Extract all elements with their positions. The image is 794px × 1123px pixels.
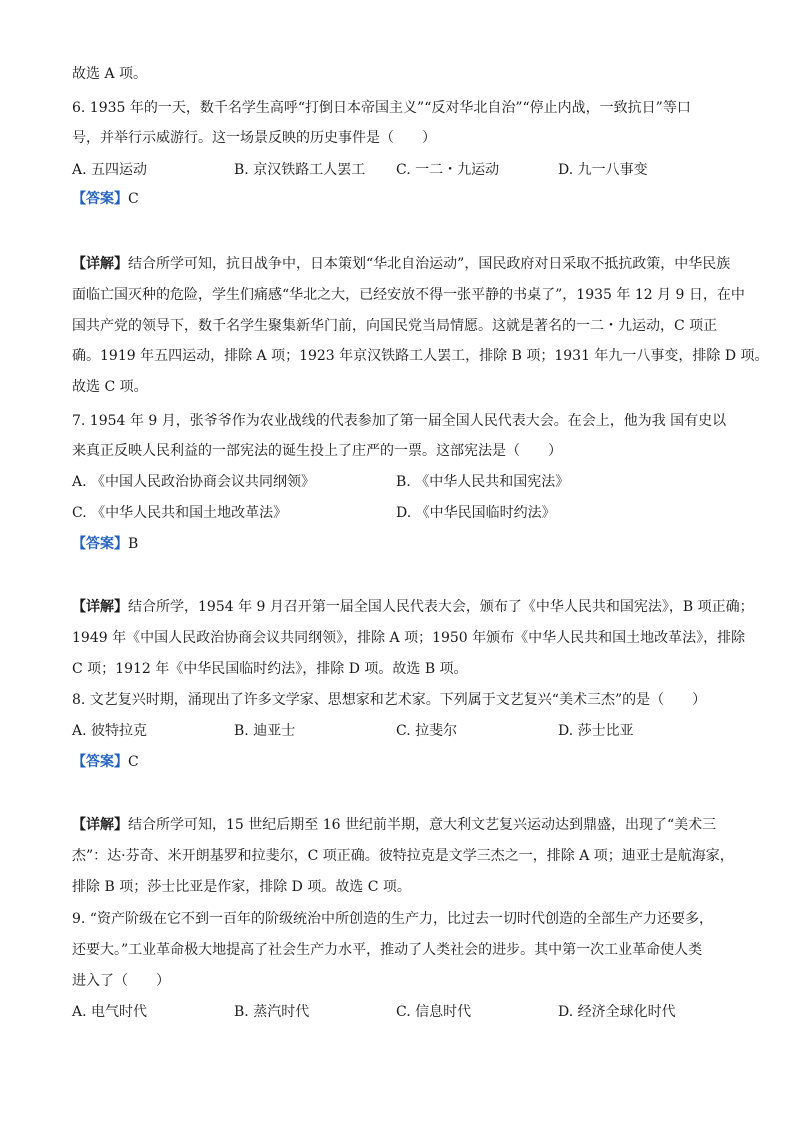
q9-option-b: B. 蒸汽时代 (234, 1004, 310, 1020)
q8-detail-line-2: 杰”：达·芬奇、米开朗基罗和拉斐尔，C 项正确。彼特拉克是文学三杰之一，排除 A 项；迪亚士是航海家， (72, 848, 734, 864)
q6-detail-line-3: 国共产党的领导下，数千名学生聚集新华门前，向国民党当局情愿。这就是著名的一二・九运动，C 项正 (72, 318, 718, 334)
q8-option-c: C. 拉斐尔 (396, 723, 458, 739)
q7-stem-line-1: 7. 1954 年 9 月，张爷爷作为农业战线的代表参加了第一届全国人民代表大会。在会上，他为我 国有史以 (72, 413, 727, 429)
q9-stem-line-1: 9. “资产阶级在它不到一百年的阶级统治中所创造的生产力，比过去一切时代创造的全部生产力还要多， (72, 911, 713, 927)
q8-option-a: A. 彼特拉克 (72, 723, 148, 739)
q8-stem-line-1: 8. 文艺复兴时期，涌现出了许多文学家、思想家和艺术家。下列属于文艺复兴“美术三杰”的是（ ） (72, 692, 707, 708)
q7-answer (72, 534, 138, 554)
detail-text: 结合所学可知，抗日战争中，日本策划“华北自治运动”，国民政府对日采取不抵抗政策，中华民族 (128, 256, 731, 272)
q7-detail-line-2: 1949 年《中国人民政治协商会议共同纲领》，排除 A 项；1950 年颁布《中华人民共和国土地改革法》，排除 (72, 630, 746, 646)
q9-stem-line-3: 进入了（ ） (72, 973, 170, 989)
q6-detail-line-4: 确。1919 年五四运动，排除 A 项；1923 年京汉铁路工人罢工，排除 B 项；1931 年九一八事变，排除 D 项。 (72, 348, 769, 364)
q6-detail-line-1 (72, 254, 730, 274)
q6-option-d: D. 九一八事变 (558, 162, 648, 178)
answer-tag: 【答案】 (72, 191, 128, 207)
answer-value: C (128, 754, 139, 770)
q6-option-a: A. 五四运动 (72, 162, 148, 178)
q7-option-a: A. 《中国人民政治协商会议共同纲领》 (72, 474, 316, 490)
q8-answer (72, 752, 139, 772)
q9-option-d: D. 经济全球化时代 (558, 1004, 676, 1020)
q6-answer (72, 189, 139, 209)
detail-text: 结合所学，1954 年 9 月召开第一届全国人民代表大会，颁布了《中华人民共和国宪法》，B 项正确； (128, 599, 754, 615)
q7-option-c: C. 《中华人民共和国土地改革法》 (72, 505, 288, 521)
q8-detail-line-3: 排除 B 项；莎士比亚是作家，排除 D 项。故选 C 项。 (72, 879, 411, 895)
q8-option-d: D. 莎士比亚 (558, 723, 634, 739)
q8-detail-line-1 (72, 815, 716, 835)
answer-value: B (128, 536, 139, 552)
q9-option-c: C. 信息时代 (396, 1004, 472, 1020)
q8-option-b: B. 迪亚士 (234, 723, 296, 739)
detail-tag: 【详解】 (72, 256, 128, 272)
q7-detail-line-1 (72, 597, 754, 617)
q7-detail-line-3: C 项；1912 年《中华民国临时约法》，排除 D 项。故选 B 项。 (72, 661, 468, 677)
q6-option-c: C. 一二・九运动 (396, 162, 500, 178)
q9-option-a: A. 电气时代 (72, 1004, 148, 1020)
q6-detail-line-5: 故选 C 项。 (72, 379, 148, 395)
answer-value: C (128, 191, 139, 207)
q6-detail-line-2: 面临亡国灭种的危险，学生们痛感“华北之大，已经安放不得一张平静的书桌了”，1935 年 12 月 9 日，在中 (72, 287, 745, 303)
answer-tag: 【答案】 (72, 754, 128, 770)
detail-tag: 【详解】 (72, 817, 128, 833)
q9-stem-line-2: 还要大。”工业革命极大地提高了社会生产力水平，推动了人类社会的进步。其中第一次工业革命使人类 (72, 942, 703, 958)
q6-stem-line-1: 6. 1935 年的一天，数千名学生高呼“打倒日本帝国主义”“反对华北自治”“停止内战，一致抗日”等口 (72, 100, 691, 116)
q7-option-b: B. 《中华人民共和国宪法》 (396, 474, 570, 490)
q7-stem-line-2: 来真正反映人民利益的一部宪法的诞生投上了庄严的一票。这部宪法是（ ） (72, 443, 562, 459)
q7-option-d: D. 《中华民国临时约法》 (396, 505, 556, 521)
answer-tag: 【答案】 (72, 536, 128, 552)
detail-tag: 【详解】 (72, 599, 128, 615)
q6-option-b: B. 京汉铁路工人罢工 (234, 162, 366, 178)
detail-text: 结合所学可知，15 世纪后期至 16 世纪前半期，意大利文艺复兴运动达到鼎盛，出现了“美术三 (128, 817, 717, 833)
q5-conclusion: 故选 A 项。 (72, 66, 148, 82)
q6-stem-line-2: 号，并举行示威游行。这一场景反映的历史事件是（ ） (72, 130, 436, 146)
